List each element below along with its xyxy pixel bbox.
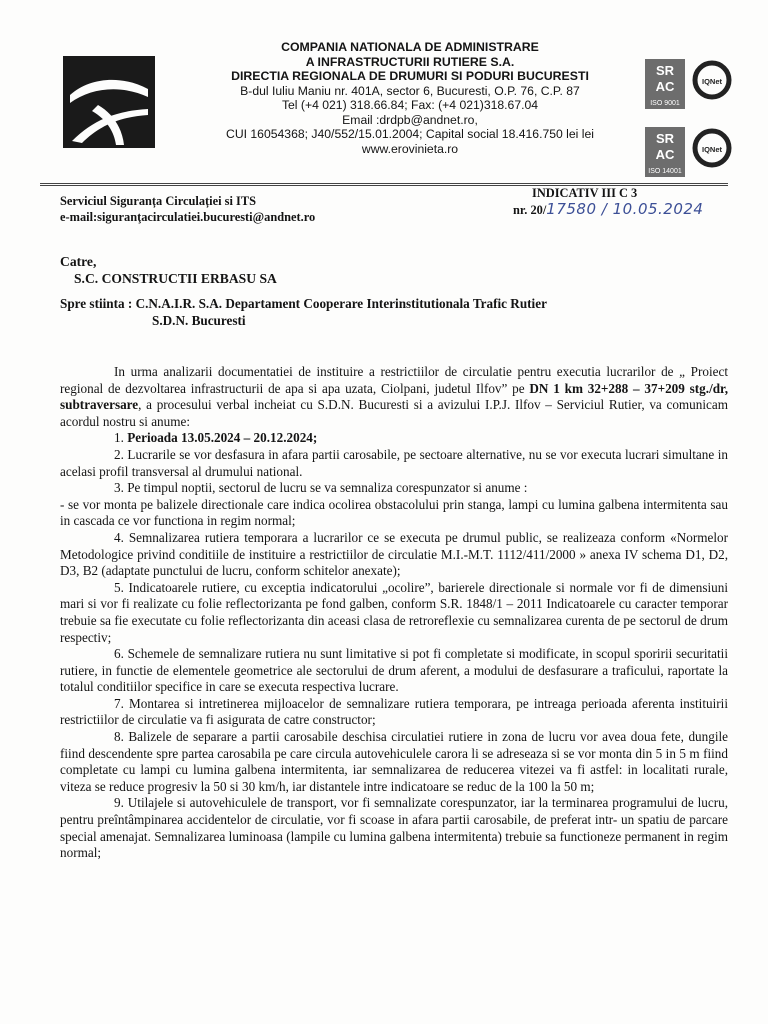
period-text: Perioada 13.05.2024 – 20.12.2024; — [127, 430, 318, 446]
company-name-line2: A INFRASTRUCTURII RUTIERE S.A. — [305, 54, 515, 69]
company-address: B-dul Iuliu Maniu nr. 401A, sector 6, Bucuresti, O.P. 76, C.P. 87 — [240, 83, 580, 98]
company-email: Email :drdpb@andnet.ro, — [342, 112, 478, 127]
item-3: 3. Pe timpul noptii, sectorul de lucru se va semnaliza corespunzator si anume : — [114, 480, 528, 496]
indicativ-label: INDICATIV III C 3 — [532, 186, 638, 200]
cc-line: S.D.N. Bucuresti — [152, 313, 246, 328]
item-1 — [60, 430, 728, 447]
item-8: 8. Balizele de separare a partii carosabile deschisa circulatiei rutiere in zona de lucru vor avea doua fete, dungile fiind descendente spre partea carosabila pe care circula autovehiculele carora li se adreseaza si se vor monta din 5 in 5 m fiind completate cu lampi cu lumina galbena intermitenta, iar semnalizarea de reducerea vitezei va fi astfel: in localitati rurale, viteza se reduce progresiv la 50 si 30 km/h, iar distantele intre indicatoare se reduc de la 100 la 50 m; — [60, 729, 728, 794]
department-block — [60, 193, 315, 225]
registration-block — [513, 185, 703, 218]
department-email: e-mail:siguranţacirculatiei.bucuresti@andnet.ro — [60, 210, 316, 224]
cert-iqnet-text: IQNet — [701, 145, 723, 154]
item-3-detail: - se vor monta pe balizele directionale care indica ocolirea obstacolului prin stanga, lampi cu lumina galbena intermitenta sau in cascada ce vor functiona in regim normal; — [60, 496, 728, 529]
directorate-name: DIRECTIA REGIONALA DE DRUMURI SI PODURI BUCURESTI — [231, 69, 589, 83]
cert-sr-text: SR — [655, 63, 675, 78]
company-website: www.erovinieta.ro — [361, 141, 459, 156]
road-section: DN 1 km 32+288 – 37+209 stg./dr, subtraversare — [60, 380, 728, 413]
handwritten-number: 17580 / 10.05.2024 — [546, 200, 704, 218]
department-name: Serviciul Siguranța Circulației si ITS — [60, 194, 256, 208]
intro-paragraph — [60, 364, 728, 430]
item-6: 6. Schemele de semnalizare rutiera nu sunt limitative si pot fi completate si modificate, in scopul sporirii securitatii rutiere, in functie de elementele geometrice ale sectorului de drum aferent, a modului de desfasurare a traficului, raportate la totalul conditiilor specifice in care se executa respectiva lucrare. — [60, 646, 728, 695]
item-9: 9. Utilajele si autovehiculele de transport, vor fi semnalizate corespunzator, iar la terminarea programului de lucru, pentru preîntâmpinarea accidentelor de circulatie, vor fi scoase in afara partii carosabile, de preferat intr- un spatiu de parcare special amenajat. Semnalizarea luminoasa (lampile cu lumina galbena intermitenta) trebuie sa functioneze permanent in regim normal; — [60, 795, 728, 861]
road-logo-icon — [62, 55, 156, 149]
intro-text: , a procesului verbal incheiat cu S.D.N. Bucuresti si a avizului I.P.J. Ilfov – Serviciul Rutier, va comunicam acordul nostru si anume: — [60, 397, 728, 429]
intro-text: In urma analizarii documentatiei de instituire a restrictiilor de circulatie pentru executia lucrarilor de „ Proiect regional de dezvoltarea infrastructurii de apa si apa uzata, Ciolpani, judetul Ilfov” pe — [60, 364, 728, 396]
cert-iso-text: ISO 9001 — [650, 100, 680, 107]
recipient-block — [60, 253, 277, 287]
registration-prefix: nr. 20/ — [513, 203, 547, 217]
cert-sr-text: SR — [655, 131, 675, 146]
header-divider — [40, 183, 728, 184]
iso-9001-certification-icon — [644, 58, 732, 114]
iso-14001-certification-icon — [644, 126, 732, 182]
registration-number — [513, 201, 703, 218]
item-4: 4. Semnalizarea rutiera temporara a lucrarilor ce se executa pe drumul public, se realizeaza conform «Normelor Metodologice privind conditiile de instituire a restrictiilor de circulatie M.I.-M.T. 1112/411/2000 » anexa IV schema D1, D2, D3, B2 (adaptate punctului de lucru, conform schitelor anexate); — [60, 529, 728, 579]
letter-body — [60, 364, 728, 862]
cert-iqnet-text: IQNet — [701, 77, 723, 86]
cc-block — [60, 295, 547, 329]
recipient-label: Catre, — [60, 254, 97, 269]
cert-ac-text: AC — [655, 79, 675, 94]
recipient-name: S.C. CONSTRUCTII ERBASU SA — [74, 271, 277, 286]
letterhead — [190, 40, 630, 156]
cc-line: Spre stiinta : C.N.A.I.R. S.A. Departament Cooperare Interinstitutionala Trafic Rutier — [60, 296, 547, 311]
cert-iso-text: ISO 14001 — [648, 168, 682, 175]
item-number: 1. — [114, 430, 128, 446]
item-5: 5. Indicatoarele rutiere, cu exceptia indicatorului „ocolire”, barierele directionale si normale vor fi de dimensiuni mari si vor fi realizate cu folie reflectorizanta pe fond galben, conform S.R. 1848/1 – 2011 Indicatoarele cu caracter temporar trebuie sa fie executate cu folie reflectorizanta din aceasi clasa de retroreflexie cu semnalizarea curenta de pe sectorul de drum respectiv; — [60, 579, 728, 645]
cert-ac-text: AC — [655, 147, 675, 162]
company-name: COMPANIA NATIONALA DE ADMINISTRARE — [281, 40, 539, 54]
item-7: 7. Montarea si intretinerea mijloacelor de semnalizare rutiera temporara, pe intreaga perioada aferenta instituirii restrictiilor de circulatie va fi asigurata de catre constructor; — [60, 695, 728, 728]
item-2: 2. Lucrarile se vor desfasura in afara partii carosabile, pe sectoare alternative, nu se vor executa lucrari simultane in acelasi profil transversal al drumului national. — [60, 446, 728, 479]
company-phone: Tel (+4 021) 318.66.84; Fax: (+4 021)318.67.04 — [281, 98, 539, 112]
company-registry: CUI 16054368; J40/552/15.01.2004; Capital social 18.416.750 lei lei — [226, 127, 594, 141]
